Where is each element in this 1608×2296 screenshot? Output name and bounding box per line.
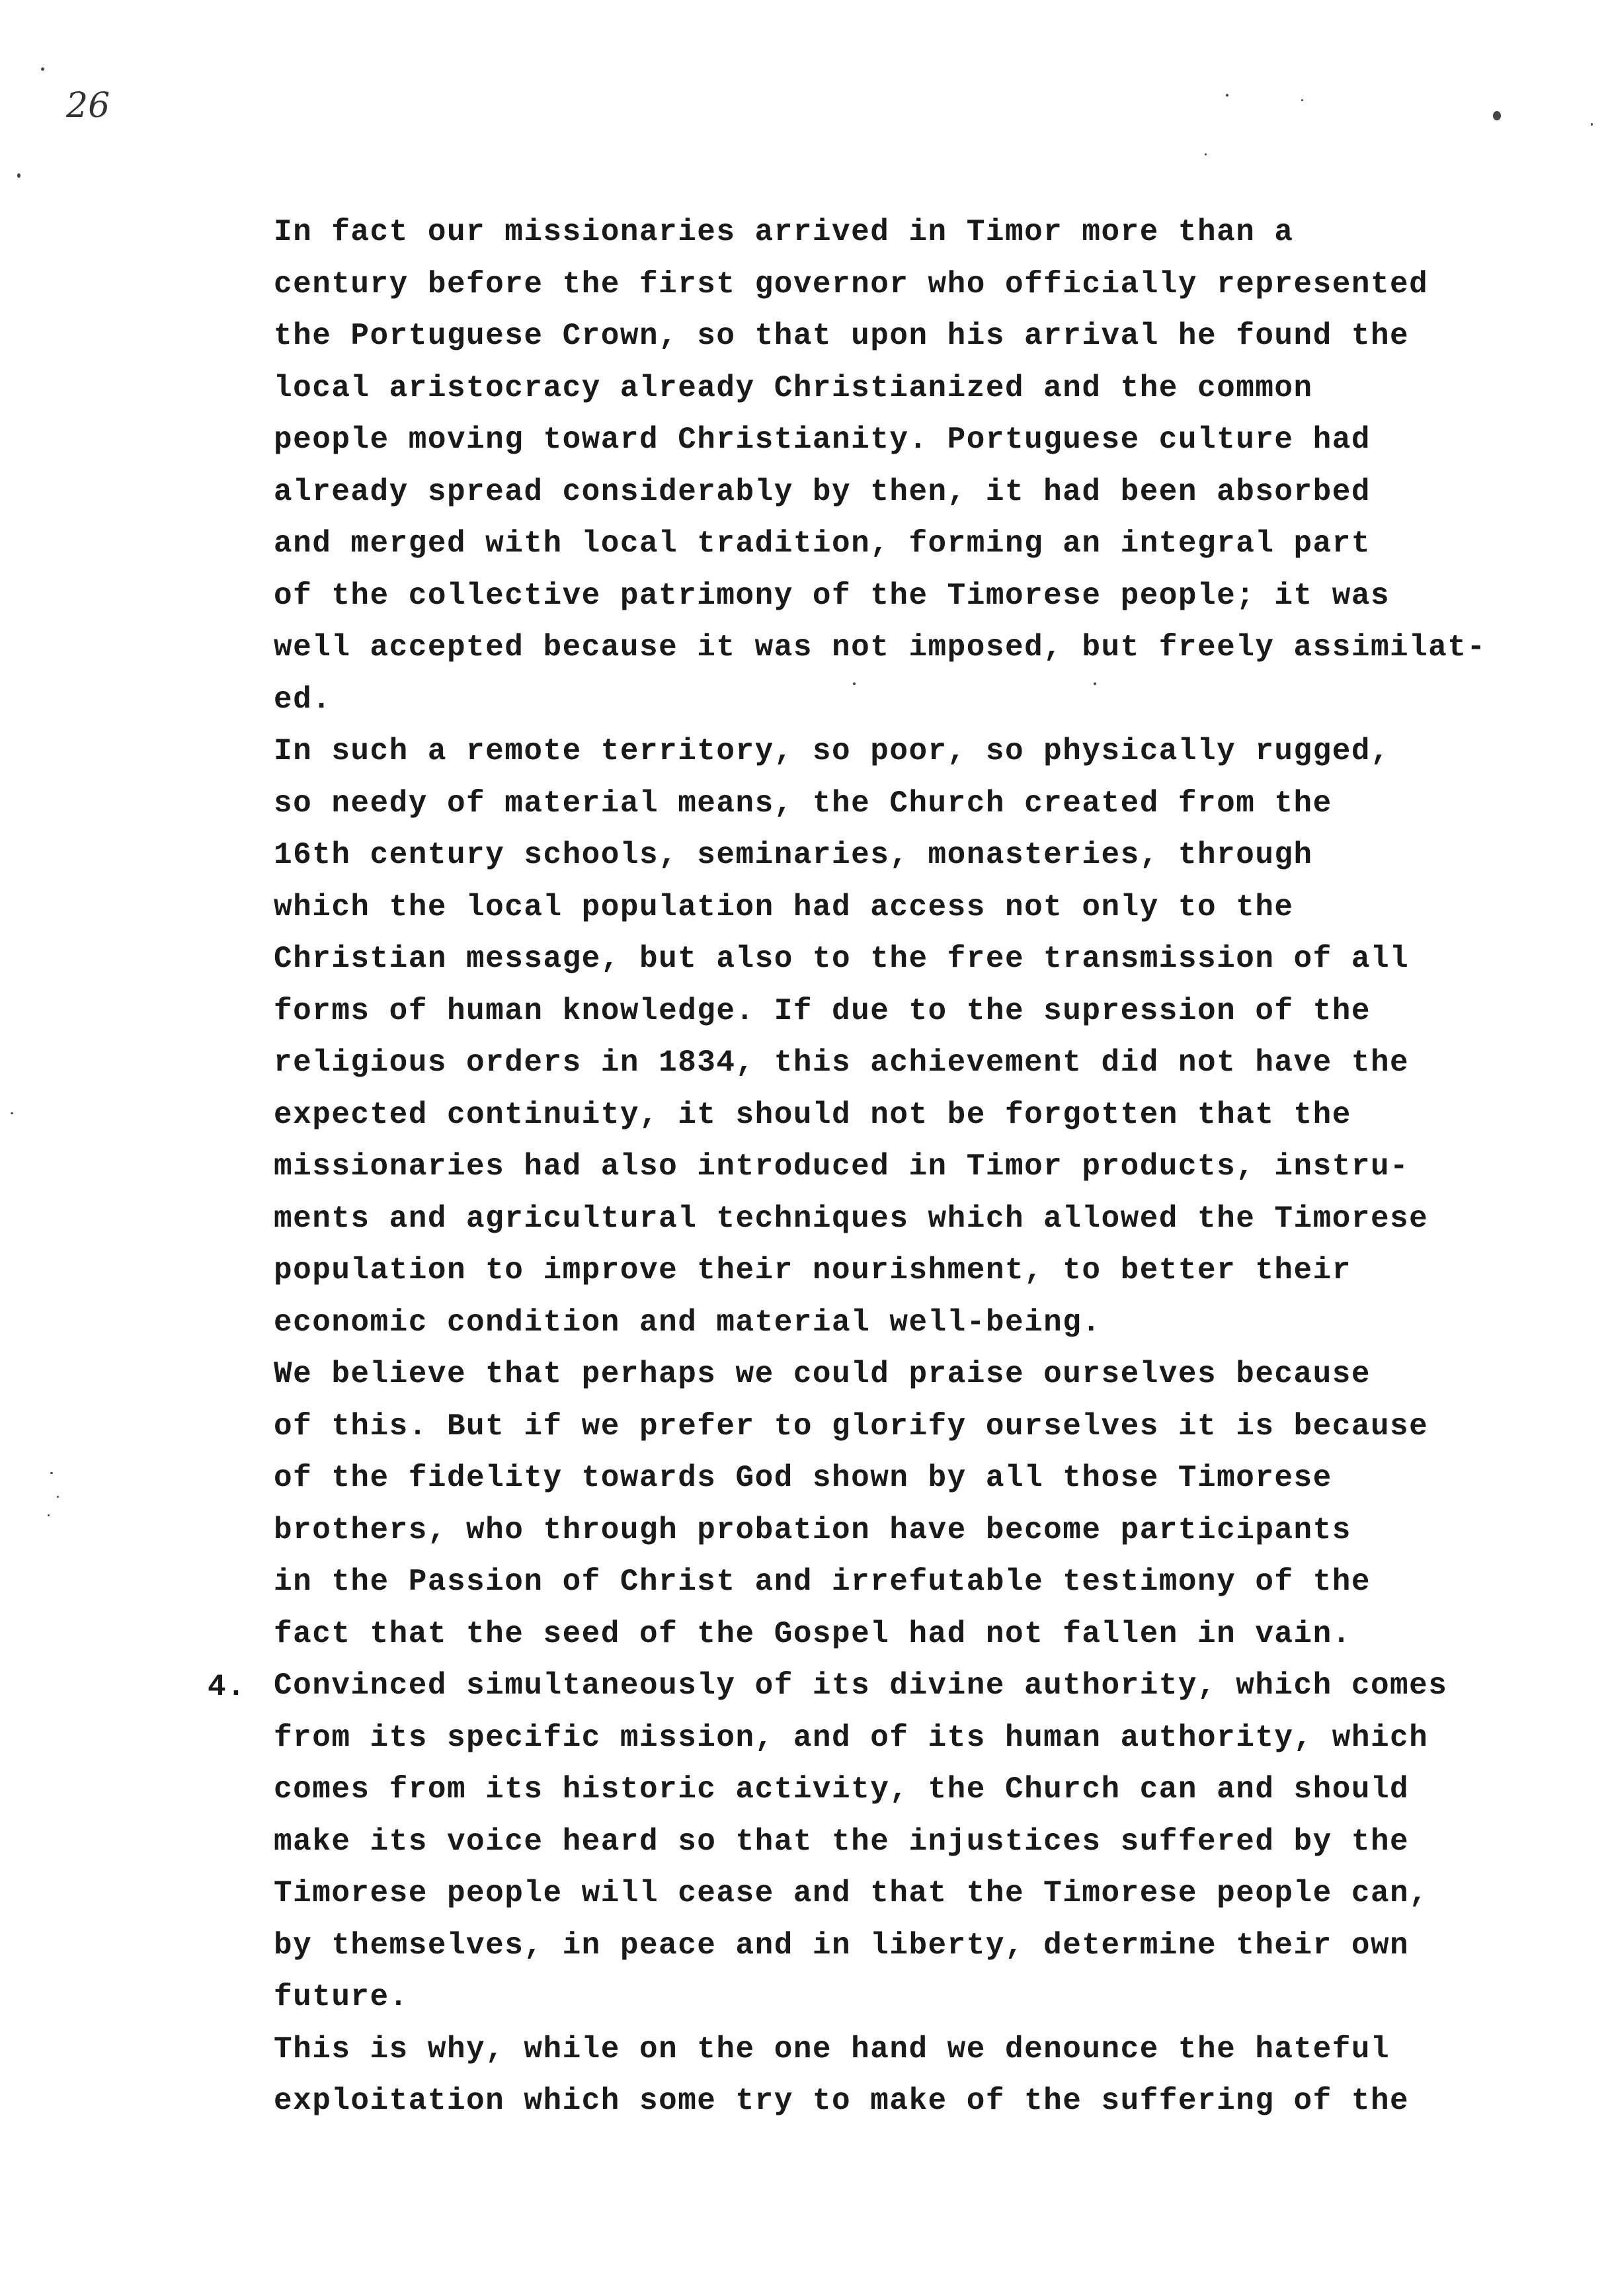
text-line: In fact our missionaries arrived in Timor more than a (274, 215, 1294, 249)
text-line: make its voice heard so that the injustices suffered by the (274, 1824, 1410, 1859)
text-line: well accepted because it was not imposed, but freely assimilat- (274, 630, 1486, 665)
scan-speck (41, 67, 44, 71)
text-line: population to improve their nourishment, to better their (274, 1253, 1351, 1288)
text-line: expected continuity, it should not be forgotten that the (274, 1097, 1351, 1132)
text-line: religious orders in 1834, this achievement did not have the (274, 1046, 1410, 1080)
text-line: century before the first governor who officially represented (274, 266, 1429, 302)
text-line: We believe that perhaps we could praise ourselves because (274, 1357, 1371, 1391)
text-line: by themselves, in peace and in liberty, determine their own (274, 1928, 1410, 1963)
scan-speck (57, 1496, 59, 1498)
text-line: fact that the seed of the Gospel had not fallen in vain. (274, 1616, 1351, 1651)
text-line: brothers, who through probation have become participants (274, 1512, 1351, 1547)
text-line: 16th century schools, seminaries, monasteries, through (274, 838, 1313, 872)
text-line: Christian message, but also to the free transmission of all (274, 942, 1410, 976)
scan-speck (48, 1514, 50, 1516)
text-line: local aristocracy already Christianized and the common (274, 370, 1313, 405)
scan-speck (50, 1472, 53, 1474)
paragraph-2 (274, 725, 1570, 1348)
text-line: from its specific mission, and of its human authority, which (274, 1720, 1429, 1755)
paragraph-3 (274, 1348, 1570, 1660)
text-line: exploitation which some try to make of the suffering of the (274, 2084, 1410, 2118)
scan-speck (1226, 94, 1228, 97)
text-line: Timorese people will cease and that the Timorese people can, (274, 1876, 1429, 1910)
text-line: in the Passion of Christ and irrefutable testimony of the (274, 1565, 1371, 1599)
scan-speck (1591, 123, 1593, 126)
text-line: comes from its historic activity, the Church can and should (274, 1772, 1410, 1807)
item-number: 4. (208, 1670, 247, 1704)
text-line: already spread considerably by then, it had been absorbed (274, 474, 1371, 509)
text-line: so needy of material means, the Church created from the (274, 786, 1332, 821)
text-line: ments and agricultural techniques which allowed the Timorese (274, 1201, 1429, 1236)
text-line: In such a remote territory, so poor, so physically rugged, (274, 734, 1390, 768)
paragraph-1 (274, 206, 1570, 725)
text-line: which the local population had access not only to the (274, 889, 1294, 924)
scan-speck (1301, 99, 1303, 101)
text-line: of this. But if we prefer to glorify ourselves it is because (274, 1409, 1429, 1444)
page-number: 26 (66, 86, 110, 126)
text-line: Convinced simultaneously of its divine authority, which comes (274, 1668, 1448, 1703)
text-line: and merged with local tradition, forming an integral part (274, 526, 1371, 561)
paragraph-5 (274, 2024, 1570, 2127)
scan-speck (1493, 111, 1501, 120)
text-line: the Portuguese Crown, so that upon his arrival he found the (274, 319, 1410, 353)
text-line: economic condition and material well-being. (274, 1305, 1102, 1340)
text-line: missionaries had also introduced in Timor products, instru- (274, 1149, 1410, 1184)
scan-speck (1205, 153, 1207, 155)
item-4 (274, 1660, 1570, 2024)
text-line: forms of human knowledge. If due to the supression of the (274, 993, 1371, 1028)
text-line: future. (274, 1980, 409, 2014)
text-line: of the collective patrimony of the Timorese people; it was (274, 578, 1390, 613)
scan-speck (1094, 682, 1096, 685)
scan-speck (17, 173, 20, 178)
scan-speck (11, 1112, 13, 1114)
text-line: This is why, while on the one hand we denounce the hateful (274, 2031, 1390, 2067)
text-line: ed. (274, 682, 332, 717)
body-text (274, 206, 1570, 2127)
text-line: of the fidelity towards God shown by all those Timorese (274, 1461, 1332, 1495)
scan-speck (853, 682, 856, 685)
text-line: people moving toward Christianity. Portuguese culture had (274, 423, 1371, 457)
